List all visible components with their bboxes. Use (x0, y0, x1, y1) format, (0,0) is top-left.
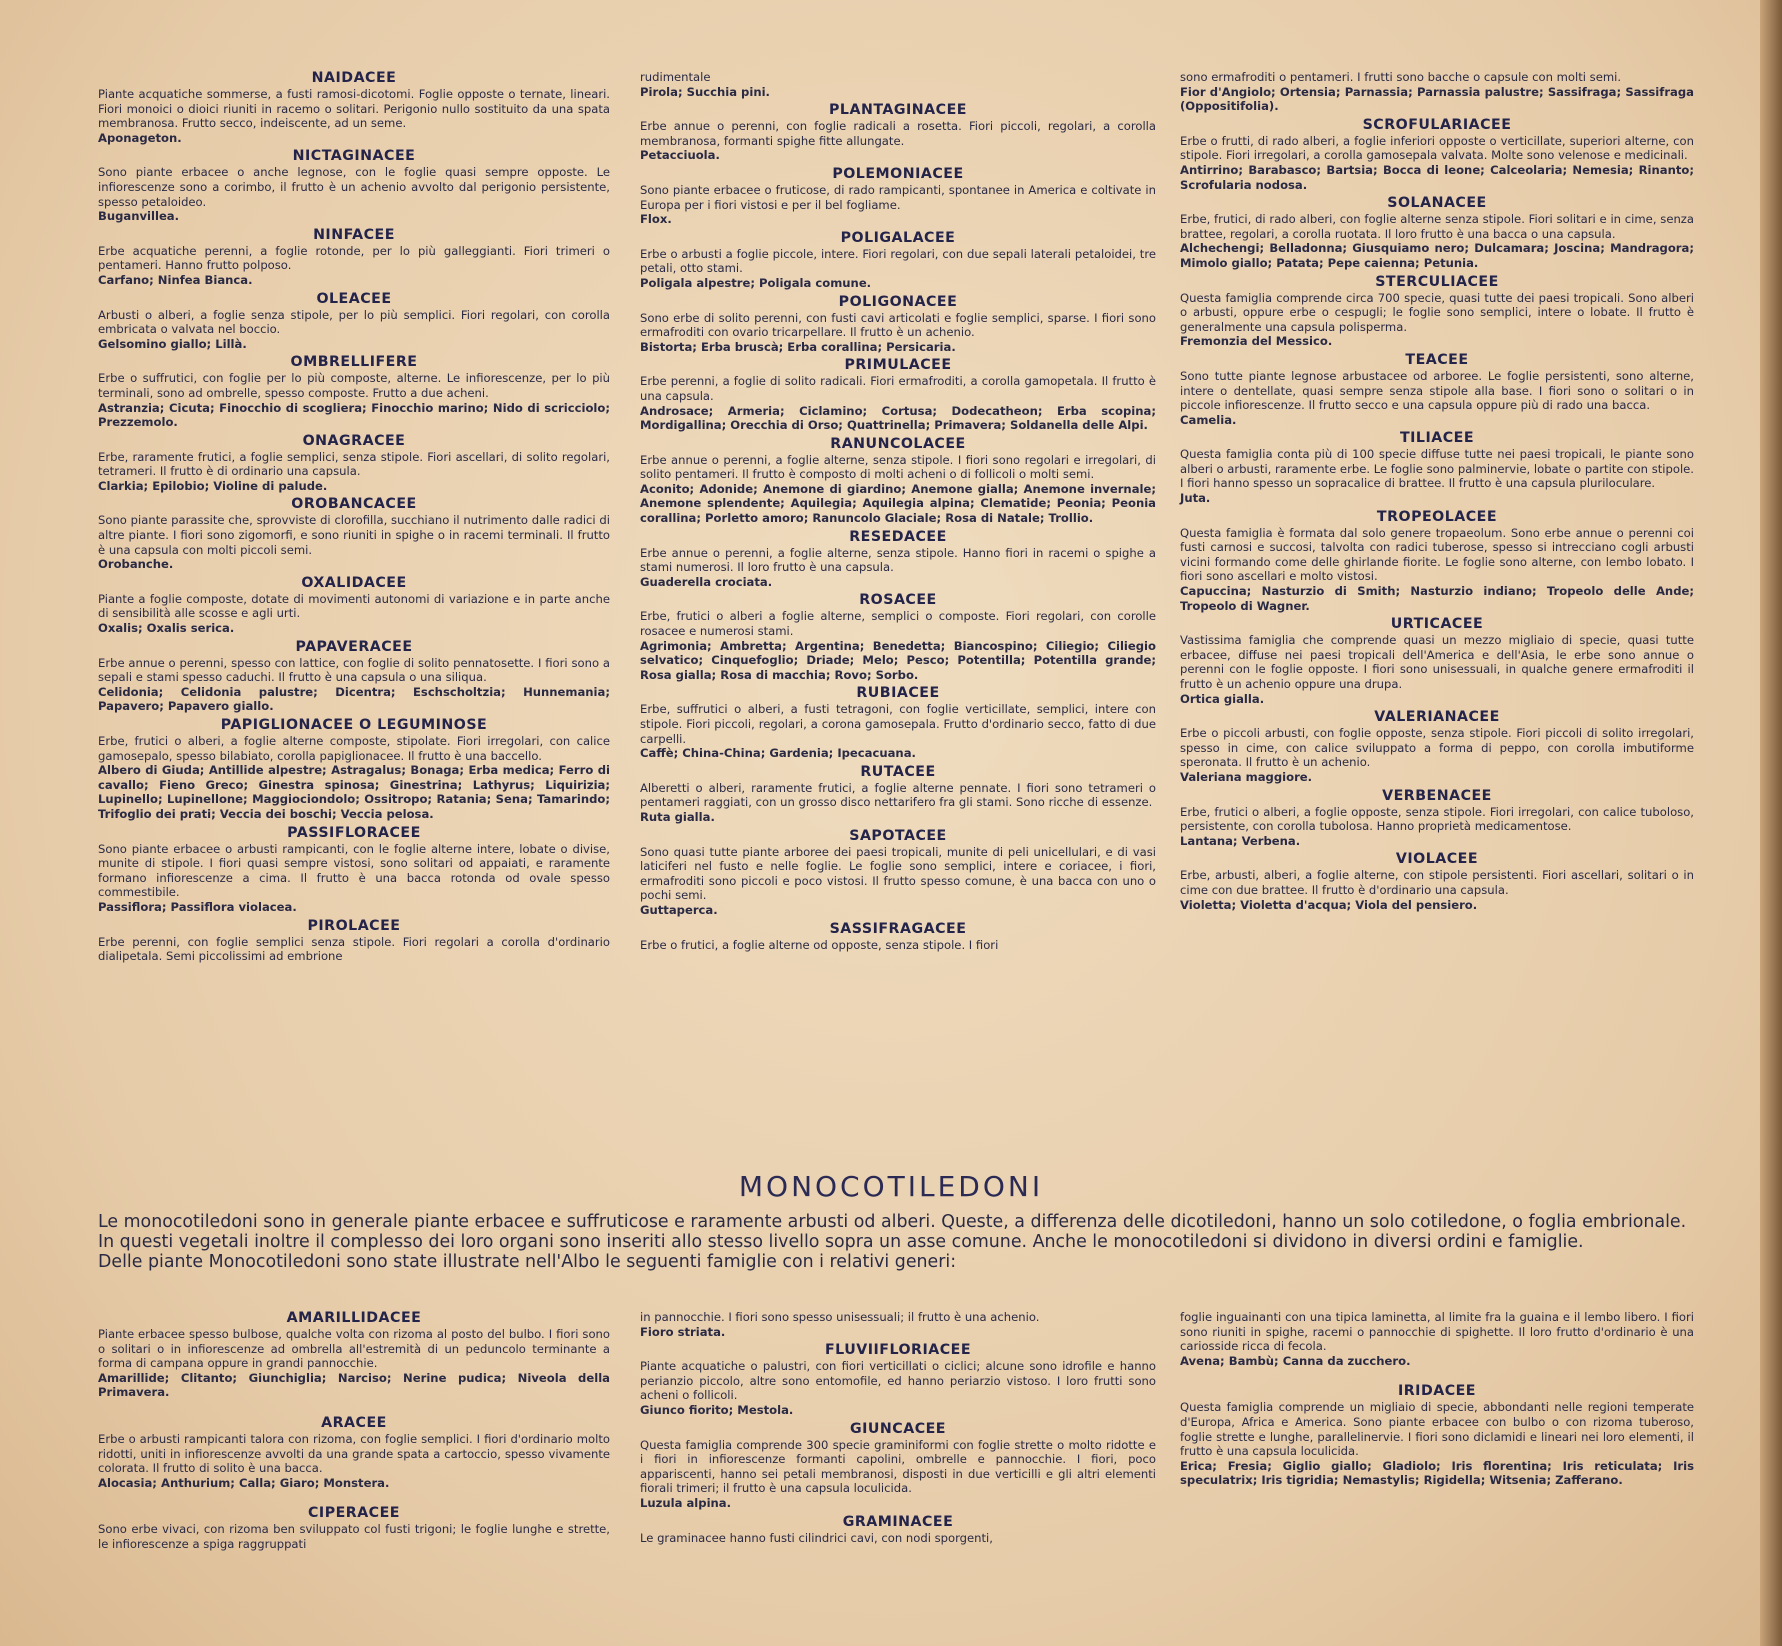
family-title: ONAGRACEE (302, 432, 406, 449)
family-description: Erbe, frutici o alberi, a foglie alterne composte, stipolate. Fiori irregolari, con calice gamosepalo, spesso bilabiato, corolla papiglionacee. Il frutto è una baccello. (98, 734, 610, 763)
family-title: POLIGALACEE (840, 229, 956, 246)
family-title: STERCULIACEE (1375, 273, 1499, 290)
family-title: FLUVIIFLORIACEE (824, 1342, 972, 1359)
family-genera: Juta. (1180, 491, 1211, 506)
family-description: rudimentale (640, 70, 711, 84)
family-title: PIROLACEE (307, 917, 401, 934)
family-description: Questa famiglia comprende un migliaio di specie, abbondanti nelle regioni temperate d'Europa, Africa e America. Sono piante erbacee con bulbo o con rizoma tuberoso, foglie strette e lunghe, parallelinervie. I fiori sono diclamidi e lineari nei loro elementi, il frutto è una capsula loculicida. (1180, 1400, 1694, 1459)
column-left (98, 70, 610, 967)
section-title: MONOCOTILEDONI (738, 1170, 1044, 1203)
spacer (1180, 1371, 1694, 1383)
family-description: Erbe o arbusti rampicanti talora con rizoma, con foglie semplici. I fiori d'ordinario molto ridotti, uniti in infiorescenze avvolti da una grande spata a cartoccio, spesso vivamente colorata. Il frutto di solito è una bacca. (98, 1431, 610, 1476)
family-entry (640, 70, 1156, 99)
family-title: RUBIACEE (856, 685, 940, 702)
family-title: OROBANCACEE (291, 496, 417, 513)
family-title: AMARILLIDACEE (286, 1310, 422, 1326)
family-description: Erbe, suffrutici o alberi, a fusti tetragoni, con foglie verticillate, semplici, intere con stipole. Fiori piccoli, regolari, a corona gamosepala. Frutto d'ordinario secco, fatto di due carpelli. (640, 702, 1156, 746)
family-entry (98, 825, 610, 915)
family-title: TEACEE (1405, 351, 1469, 368)
family-genera: Amarillide; Clitanto; Giunchiglia; Narciso; Nerine pudica; Niveola della Primavera. (98, 1370, 610, 1400)
family-description: Arbusti o alberi, a foglie senza stipole, per lo più semplici. Fiori regolari, con corolla embricata o valvata nel boccio. (98, 307, 610, 337)
family-description: Erbe annue o perenni, spesso con lattice, con foglie di solito pennatosette. I fiori sono a sepali e stami spesso caduchi. Il frutto è una capsula o una siliqua. (98, 655, 610, 685)
family-genera: Fior d'Angiolo; Ortensia; Parnassia; Parnassia palustre; Sassifraga; Sassifraga (Oppositifolia). (1180, 84, 1694, 114)
family-title: RESEDACEE (849, 528, 947, 545)
family-description: Erbe o suffrutici, con foglie per lo più composte, alterne. Le infiorescenze, per lo più terminali, sono ad ombrelle, spesso composte. Frutto a due acheni. (98, 371, 610, 400)
family-entry (640, 685, 1156, 760)
family-description: Questa famiglia comprende 300 specie graminiformi con foglie strette o molto ridotte e i fiori in infiorescenze formanti capolini, ombrelle e pannocchie. I fiori, poco appariscenti, hanno sei petali membranosi, disposti in due verticilli e gli altri elementi fiorali trimeri; il frutto è una capsula loculicida. (640, 1437, 1156, 1496)
family-title: RANUNCOLACEE (830, 435, 966, 452)
family-title: ROSACEE (859, 592, 937, 609)
family-title: SCROFULARIACEE (1362, 116, 1512, 133)
family-entry (640, 294, 1156, 355)
family-entry (98, 70, 610, 145)
page-edge (1760, 0, 1782, 1646)
family-title: NAIDACEE (311, 70, 397, 86)
family-description: Sono piante parassite che, sprovviste di clorofilla, succhiano il nutrimento dalle radici di altre piante. I fiori sono zigomorfi, e sono riuniti in spighe o in racemi terminali. Il frutto è una capsula con molti piccoli semi. (98, 513, 610, 557)
family-title: GIUNCACEE (849, 1420, 946, 1437)
family-entry (1180, 1383, 1694, 1488)
family-genera: Androsace; Armeria; Ciclamino; Cortusa; Dodecatheon; Erba scopina; Mordigallina; Orecchia di Orso; Quattrinella; Primavera; Soldanella delle Alpi. (640, 403, 1156, 433)
family-entry (1180, 788, 1694, 849)
family-title: NINFACEE (313, 226, 395, 243)
family-description: Erbe perenni, con foglie semplici senza stipole. Fiori regolari a corolla d'ordinario dialipetala. Semi piccolissimi ad embrione (98, 934, 610, 964)
family-title: VERBENACEE (1382, 787, 1492, 804)
family-description: Erbe annue o perenni, a foglie alterne, senza stipole. I fiori sono regolari e irregolari, di solito pentameri. Il frutto è composto di molti acheni o di follicoli o molti semi. (640, 452, 1156, 482)
family-genera: Valeriana maggiore. (1180, 769, 1313, 784)
family-entry (1180, 616, 1694, 706)
family-description: Erbe o frutti, di rado alberi, a foglie inferiori opposte o verticillate, superiori alterne, con stipole. Fiori irregolari, a corolla gamosepala valvata. Molte sono velenose e medicinali. (1180, 133, 1694, 163)
family-description: Erbe perenni, a foglie di solito radicali. Fiori ermafroditi, a corolla gamopetala. Il frutto è una capsula. (640, 374, 1156, 403)
family-genera: Lantana; Verbena. (1180, 833, 1301, 848)
family-description: Questa famiglia comprende circa 700 specie, quasi tutte dei paesi tropicali. Sono alberi o arbusti, oppure erbe o cespugli; le foglie sono semplici, intere o lobate. Il frutto è generalmente una capsula polisperma. (1180, 290, 1694, 334)
family-entry (98, 227, 610, 288)
family-genera: Alchechengi; Belladonna; Giusquiamo nero; Dulcamara; Joscina; Mandragora; Mimolo giallo; Patata; Pepe caienna; Petunia. (1180, 241, 1694, 270)
family-genera: Albero di Giuda; Antillide alpestre; Astragalus; Bonaga; Erba medica; Ferro di cavallo; Fieno Greco; Ginestra spinosa; Ginestrina; Lathyrus; Liquirizia; Lupinello; Lupinellone; Maggiociondolo; Ossitropo; Ratania; Sena; Tamarindo; Trifoglio dei prati; Veccia dei boschi; Veccia pelosa. (98, 763, 610, 821)
family-title: RUTACEE (860, 763, 936, 780)
family-entry (640, 529, 1156, 590)
family-description: Sono tutte piante legnose arbustacee od arboree. Le foglie persistenti, sono alterne, intere o dentellate, quasi sempre senza stipole alla base. I fiori sono o solitari o in piccole infiorescenze. Il frutto secco e una capsula oppure più di rado una bacca. (1180, 368, 1694, 413)
family-genera: Ruta gialla. (640, 809, 715, 824)
family-title: SASSIFRAGACEE (829, 920, 967, 937)
family-entry (98, 148, 610, 223)
family-title: OMBRELLIFERE (290, 354, 418, 371)
family-entry (640, 592, 1156, 682)
family-title: PAPAVERACEE (295, 638, 413, 655)
family-entry (1180, 430, 1694, 505)
family-description: Piante acquatiche sommerse, a fusti ramosi-dicotomi. Foglie opposte o ternate, lineari. Fiori monoici o dioici riuniti in racemo o solitari. Perigonio nullo sostituito da una spata membranosa. Frutto secco, indeiscente, ad un seme. (98, 87, 610, 131)
family-description: sono ermafroditi o pentameri. I frutti sono bacche o capsule con molti semi. (1180, 70, 1622, 84)
family-description: Erbe, frutici o alberi, a foglie opposte, senza stipole. Fiori irregolari, con calice tuboloso, persistente, con corolla tubolosa. Hanno proprietà medicamentose. (1180, 804, 1694, 834)
family-description: Le graminacee hanno fusti cilindrici cavi, con nodi sporgenti, (640, 1530, 993, 1545)
mono-column-right (1180, 1310, 1694, 1503)
family-description: Sono erbe vivaci, con rizoma ben sviluppato col fusti trigoni; le foglie lunghe e strette, le infiorescenze a spiga raggruppati (98, 1522, 610, 1551)
family-genera: Aponageton. (98, 130, 182, 145)
family-title: PASSIFLORACEE (287, 824, 421, 841)
family-description: foglie inguainanti con una tipica laminetta, al limite fra la guaina e il lembo libero. I fiori sono riuniti in spighe, racemi o pannocchie di spighette. Il loro frutto d'ordinario è una cariosside ricca di fecola. (1180, 1310, 1694, 1354)
family-genera: Oxalis; Oxalis serica. (98, 621, 235, 636)
family-description: Sono erbe di solito perenni, con fusti cavi articolati e foglie semplici, sparse. I fiori sono ermafroditi con ovario tricarpellare. Il frutto è un achenio. (640, 310, 1156, 340)
family-genera: Poligala alpestre; Poligala comune. (640, 275, 872, 290)
family-description: Erbe o frutici, a foglie alterne od opposte, senza stipole. I fiori (640, 937, 999, 952)
family-description: Erbe annue o perenni, con foglie radicali a rosetta. Fiori piccoli, regolari, a corolla membranosa, formanti spighe fitte allungate. (640, 119, 1156, 148)
family-entry (640, 436, 1156, 526)
spacer (98, 1555, 610, 1567)
family-title: ARACEE (321, 1414, 387, 1431)
family-entry (640, 1514, 1156, 1546)
family-entry (640, 828, 1156, 918)
family-title: POLEMONIACEE (832, 165, 964, 182)
family-genera: Buganvillea. (98, 209, 180, 224)
family-entry (1180, 709, 1694, 784)
family-description: in pannocchie. I fiori sono spesso unisessuali; il frutto è una achenio. (640, 1310, 1040, 1324)
family-entry (640, 764, 1156, 825)
family-entry (98, 291, 610, 352)
family-description: Erbe acquatiche perenni, a foglie rotonde, per lo più galleggianti. Fiori trimeri o pentameri. Hanno frutto polposo. (98, 243, 610, 273)
family-genera: Petacciuola. (640, 148, 720, 163)
family-title: TROPEOLACEE (1376, 508, 1498, 525)
family-entry (98, 433, 610, 494)
family-genera: Avena; Bambù; Canna da zucchero. (1180, 1353, 1411, 1368)
family-title: SOLANACEE (1387, 195, 1487, 212)
family-description: Questa famiglia è formata dal solo genere tropaeolum. Sono erbe annue o perenni coi fusti carnosi e succosi, talvolta con radici tuberose, spesso si intrecciano cogli arbusti vicini formando come delle ghirlande fiorite. Le foglie sono alterne, con lembo lobato. I fiori sono ascellari e molto vistosi. (1180, 525, 1694, 584)
family-genera: Fioro striata. (640, 1324, 726, 1339)
family-entry (640, 102, 1156, 163)
family-entry (98, 575, 610, 636)
family-genera: Luzula alpina. (640, 1495, 732, 1510)
family-entry (640, 1421, 1156, 1511)
family-title: NICTAGINACEE (292, 148, 416, 165)
family-title: OXALIDACEE (301, 574, 407, 591)
family-description: Questa famiglia conta più di 100 specie diffuse tutte nei paesi tropicali, le piante sono alberi o arbusti, raramente erbe. Le foglie sono palminervie, lobate o partite con stipole. I fiori hanno spesso un sopracalice di brattee. Il frutto è una capsula pluriloculare. (1180, 447, 1694, 491)
family-description: Erbe, raramente frutici, a foglie semplici, senza stipole. Fiori ascellari, di solito regolari, tetrameri. Il frutto è di ordinario una capsula. (98, 449, 610, 479)
family-genera: Gelsomino giallo; Lillà. (98, 336, 247, 351)
family-genera: Carfano; Ninfea Bianca. (98, 272, 253, 287)
family-entry (98, 1505, 610, 1551)
family-description: Piante acquatiche o palustri, con fiori verticillati o ciclici; alcune sono idrofile e hanno perianzio piccolo, altre sono entomofile, ed hanno periarzio vistoso. I loro frutti sono acheni o follicoli. (640, 1359, 1156, 1403)
family-genera: Celidonia; Celidonia palustre; Dicentra; Eschscholtzia; Hunnemania; Papavero; Papavero giallo. (98, 684, 610, 714)
family-genera: Camelia. (1180, 412, 1237, 427)
family-title: PLANTAGINACEE (829, 102, 967, 119)
family-entry (1180, 117, 1694, 192)
family-genera: Fremonzia del Messico. (1180, 334, 1333, 349)
family-title: VIOLACEE (1395, 851, 1479, 868)
family-title: URTICACEE (1390, 616, 1484, 633)
column-right (1180, 70, 1694, 915)
intro-paragraph-2: Delle piante Monocotiledoni sono state illustrate nell'Albo le seguenti famiglie con i relativi generi: (98, 1252, 957, 1272)
family-description: Erbe, arbusti, alberi, a foglie alterne, con stipole persistenti. Fiori ascellari, solitari o in cime con due brattee. Il frutto è d'ordinario una capsula. (1180, 868, 1694, 897)
mono-column-middle (640, 1310, 1156, 1548)
family-genera: Aconito; Adonide; Anemone di giardino; Anemone gialla; Anemone invernale; Anemone splendente; Aquilegia; Aquilegia alpina; Clematide; Peonia; Peonia corallina; Porletto amoro; Ranuncolo Glaciale; Rosa di Natale; Trollio. (640, 481, 1156, 526)
section-intro (98, 1212, 1698, 1272)
family-entry (640, 230, 1156, 291)
family-entry (1180, 1310, 1694, 1368)
family-entry (98, 1310, 610, 1400)
family-title: PRIMULACEE (844, 357, 952, 374)
family-entry (1180, 70, 1694, 114)
family-entry (98, 1415, 610, 1490)
family-genera: Bistorta; Erba bruscà; Erba corallina; Persicaria. (640, 339, 956, 354)
family-entry (98, 496, 610, 571)
family-entry (98, 918, 610, 964)
family-genera: Capuccina; Nasturzio di Smith; Nasturzio indiano; Tropeolo delle Ande; Tropeolo di Wagner. (1180, 584, 1694, 613)
family-genera: Antirrino; Barabasco; Bartsia; Bocca di leone; Calceolaria; Nemesia; Rinanto; Scrofularia nodosa. (1180, 162, 1694, 192)
family-description: Sono piante erbacee o arbusti rampicanti, con le foglie alterne intere, lobate o divise, munite di stipole. I fiori quasi sempre vistosi, sono solitari od appaiati, e raramente formano infiorescenze a cima. Il frutto è una bacca rotonda od ovale spesso commestibile. (98, 841, 610, 900)
family-entry (98, 639, 610, 714)
family-genera: Guttaperca. (640, 902, 718, 917)
family-entry (1180, 274, 1694, 349)
family-title: PAPIGLIONACEE O LEGUMINOSE (220, 717, 488, 733)
family-genera: Alocasia; Anthurium; Calla; Giaro; Monstera. (98, 1475, 390, 1490)
family-entry (1180, 195, 1694, 270)
family-title: TILIACEE (1399, 430, 1475, 447)
family-genera: Orobanche. (98, 557, 174, 572)
family-description: Sono piante erbacee o fruticose, di rado rampicanti, spontanee in America e coltivate in Europa per i fiori vistosi e per il bel fogliame. (640, 182, 1156, 212)
family-title: OLEACEE (316, 290, 392, 307)
family-genera: Passiflora; Passiflora violacea. (98, 899, 297, 914)
family-entry (640, 1310, 1156, 1339)
intro-paragraph: Le monocotiledoni sono in generale piante erbacee e suffruticose e raramente arbusti od alberi. Queste, a differenza delle dicotiledoni, hanno un solo cotiledone, o foglia embrionale. In questi vegetali inoltre il complesso dei loro organi sono inseriti allo stesso livello sopra un asse comune. Anche le monocotiledoni si dividono in diversi ordini e famiglie. (98, 1212, 1687, 1252)
spacer (98, 1403, 610, 1415)
family-description: Erbe o piccoli arbusti, con foglie opposte, senza stipole. Fiori piccoli di solito irregolari, spesso in cime, con calice sviluppato a forma di peppo, con corolla imbutiforme speronata. Il frutto è un achenio. (1180, 726, 1694, 770)
family-title: IRIDACEE (1397, 1383, 1477, 1400)
family-description: Erbe annue o perenni, a foglie alterne, senza stipole. Hanno fiori in racemi o spighe a stami numerosi. Il loro frutto è una capsula. (640, 545, 1156, 575)
family-entry (98, 354, 610, 429)
family-description: Alberetti o alberi, raramente frutici, a foglie alterne pennate. I fiori sono tetrameri o pentameri raggiati, con un grosso disco nettarifero fra gli stami. Sono ricche di essenze. (640, 780, 1156, 810)
family-genera: Violetta; Violetta d'acqua; Viola del pensiero. (1180, 897, 1478, 912)
family-entry (640, 166, 1156, 227)
family-description: Sono piante erbacee o anche legnose, con le foglie quasi sempre opposte. Le infiorescenze sono a corimbo, il frutto è un achenio avvolto dal perigonio persistente, spesso petaloideo. (98, 165, 610, 209)
spacer (98, 1493, 610, 1505)
family-genera: Ortica gialla. (1180, 691, 1265, 706)
family-entry (98, 717, 610, 822)
family-entry (1180, 851, 1694, 912)
family-description: Erbe o arbusti a foglie piccole, intere. Fiori regolari, con due sepali laterali petaloidei, tre petali, otto stami. (640, 246, 1156, 276)
family-genera: Pirola; Succhia pini. (640, 84, 770, 99)
family-description: Vastissima famiglia che comprende quasi un mezzo migliaio di specie, quasi tutte erbacee, diffuse nei paesi tropicali dell'America e dell'Asia, le erbe sono annue o perenni con le foglie opposte. I fiori sono unisessuali, in qualche genere ermafroditi il frutto è un achenio oppure una drupa. (1180, 633, 1694, 691)
family-description: Erbe, frutici, di rado alberi, con foglie alterne senza stipole. Fiori solitari e in cime, senza brattee, regolari, a corolla ruotata. Il loro frutto è una bacca o una capsula. (1180, 212, 1694, 241)
family-description: Piante erbacee spesso bulbose, qualche volta con rizoma al posto del bulbo. I fiori sono o solitari o in infiorescenze ad ombrella all'estremità di un peduncolo terminante a forma di campana oppure in grandi pannocchie. (98, 1327, 610, 1371)
family-title: GRAMINACEE (842, 1513, 954, 1530)
mono-column-left (98, 1310, 610, 1567)
family-entry (640, 1342, 1156, 1417)
family-title: POLIGONACEE (838, 293, 958, 310)
family-entry (1180, 509, 1694, 614)
family-genera: Guaderella crociata. (640, 574, 773, 589)
family-genera: Flox. (640, 212, 672, 227)
family-title: CIPERACEE (308, 1505, 400, 1522)
family-genera: Erica; Fresia; Giglio giallo; Gladiolo; Iris florentina; Iris reticulata; Iris speculatrix; Iris tigridia; Nemastylis; Rigidella; Witsenia; Zafferano. (1180, 1458, 1694, 1488)
family-title: SAPOTACEE (849, 827, 947, 844)
family-entry (1180, 352, 1694, 427)
family-title: VALERIANACEE (1374, 709, 1500, 726)
family-entry (640, 357, 1156, 432)
family-description: Piante a foglie composte, dotate di movimenti autonomi di variazione e in parte anche di sensibilità alle scosse e agli urti. (98, 591, 610, 621)
family-genera: Giunco fiorito; Mestola. (640, 1402, 794, 1417)
spacer (1180, 1491, 1694, 1503)
family-entry (640, 921, 1156, 953)
family-genera: Astranzia; Cicuta; Finocchio di scogliera; Finocchio marino; Nido di scricciolo; Prezzemolo. (98, 400, 610, 430)
family-description: Erbe, frutici o alberi a foglie alterne, semplici o composte. Fiori regolari, con corolle rosacee e numerosi stami. (640, 609, 1156, 639)
family-genera: Agrimonia; Ambretta; Argentina; Benedetta; Biancospino; Ciliegio; Ciliegio selvatico; Cinquefoglio; Driade; Melo; Pesco; Potentilla; Potentilla grande; Rosa gialla; Rosa di macchia; Rovo; Sorbo. (640, 638, 1156, 682)
column-middle (640, 70, 1156, 955)
family-description: Sono quasi tutte piante arboree dei paesi tropicali, munite di peli unicellulari, e di vasi laticiferi nel fusto e nelle foglie. Le foglie sono semplici, intere e coriacee, i fiori, ermafroditi sono piccoli e poco vistosi. Il frutto spesso comune, è una bacca con uno o pochi semi. (640, 844, 1156, 903)
family-genera: Clarkia; Epilobio; Violine di palude. (98, 478, 328, 493)
family-genera: Caffè; China-China; Gardenia; Ipecacuana. (640, 746, 916, 761)
